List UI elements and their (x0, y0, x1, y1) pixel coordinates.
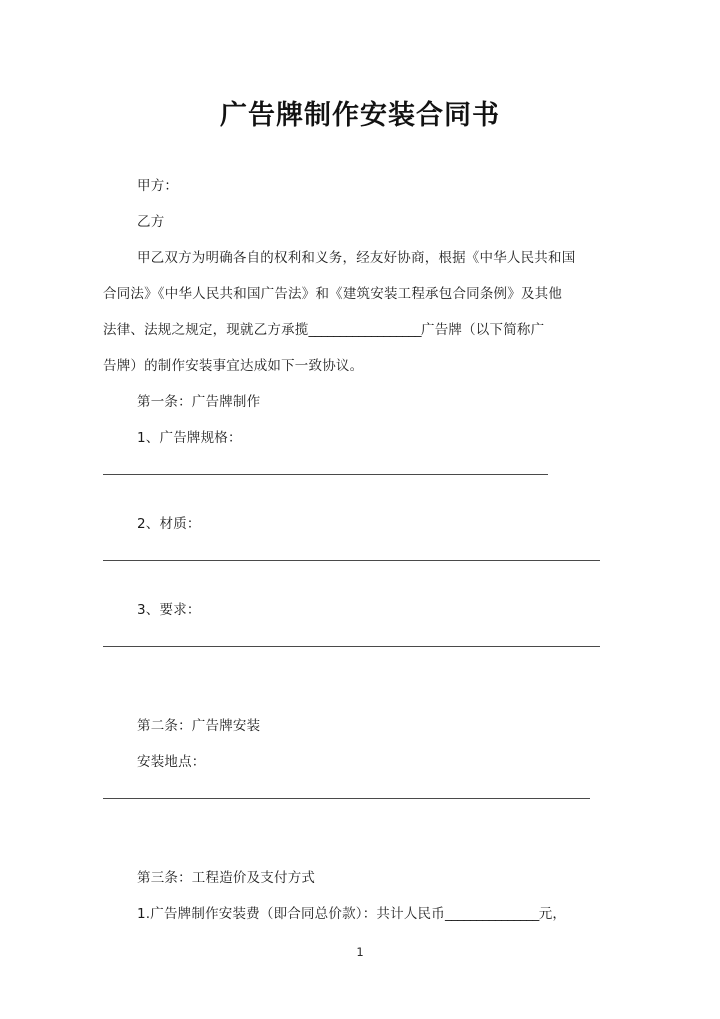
paragraph-preamble-line-4: 告牌）的制作安装事宜达成如下一致协议。 (103, 358, 364, 374)
article-2-heading: 第二条：广告牌安装 (137, 718, 261, 734)
paragraph-party-a: 甲方： (137, 178, 179, 194)
article-1-item-1-label: 1、广告牌规格： (137, 430, 242, 446)
article-1-heading: 第一条：广告牌制作 (137, 394, 261, 410)
article-1-item-3-label: 3、要求： (137, 602, 201, 618)
paragraph-preamble-line-1: 甲乙双方为明确各自的权利和义务，经友好协商，根据《中华人民共和国 (137, 250, 576, 266)
article-3-heading: 第三条：工程造价及支付方式 (137, 870, 316, 886)
requirement-fill-line[interactable] (103, 646, 600, 647)
paragraph-preamble-line-3 (103, 312, 617, 348)
spacer (103, 578, 617, 592)
material-fill-line[interactable] (103, 560, 600, 561)
document-title: 广告牌制作安装合同书 (220, 100, 500, 130)
total-price-blank[interactable]: _______________ (444, 906, 539, 922)
spacer (103, 664, 617, 708)
contract-scope-blank[interactable]: __________________ (308, 322, 421, 338)
spacer (103, 492, 617, 506)
requirement-fill-line-row (103, 628, 617, 664)
paragraph-party-b: 乙方 (137, 214, 165, 230)
location-fill-line-row (103, 780, 617, 816)
paragraph-preamble-line-2: 合同法》《中华人民共和国广告法》和《建筑安装工程承包合同条例》及其他 (103, 286, 563, 302)
spacer (103, 816, 617, 860)
article-3-item-1 (103, 896, 617, 932)
spec-fill-line-row (103, 456, 617, 492)
article-3-item-1-text-before: 1.广告牌制作安装费（即合同总价款）：共计人民币 (137, 906, 445, 922)
page-number: 1 (356, 945, 364, 959)
material-fill-line-row (103, 542, 617, 578)
article-2-item-1-label: 安装地点： (137, 754, 206, 770)
location-fill-line[interactable] (103, 798, 590, 799)
preamble-line-3-text-before: 法律、法规之规定，现就乙方承揽 (103, 322, 309, 338)
spec-fill-line[interactable] (103, 474, 548, 475)
article-1-item-2-label: 2、材质： (137, 516, 201, 532)
document-body (103, 168, 617, 932)
article-3-item-1-text-after: 元， (538, 906, 567, 922)
preamble-line-3-text-after: 广告牌（以下简称广 (421, 322, 545, 338)
